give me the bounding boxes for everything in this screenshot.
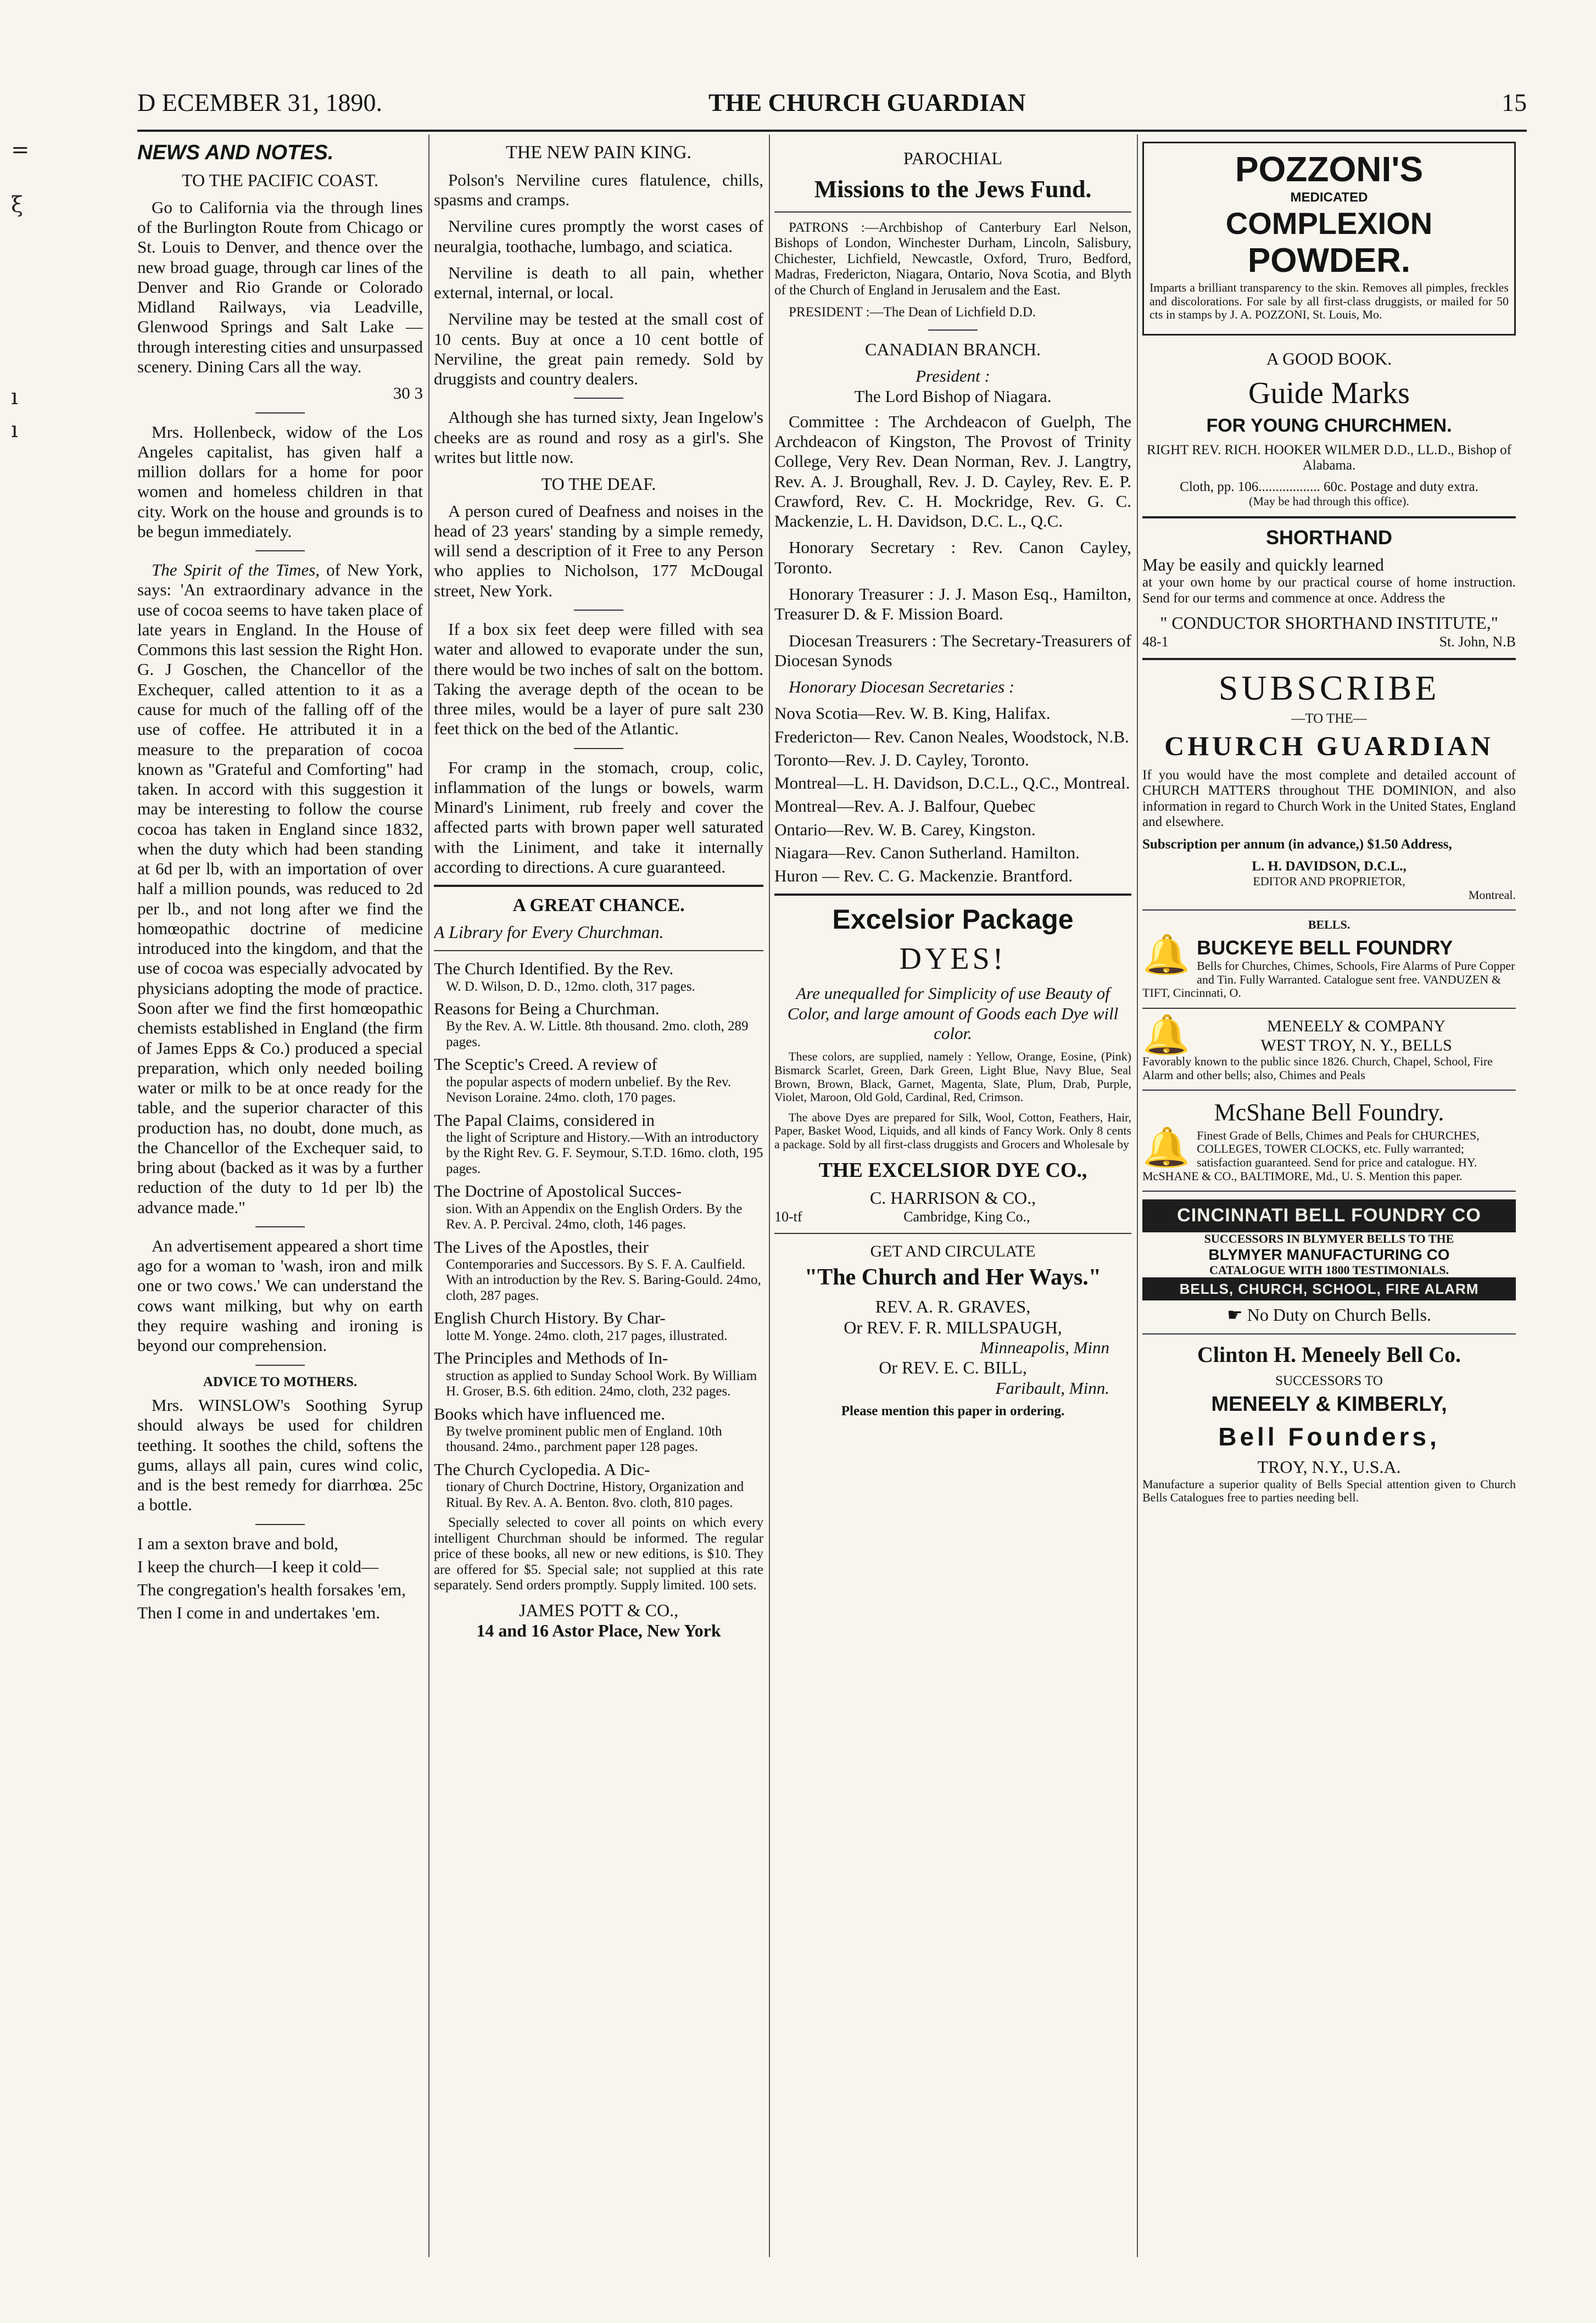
separator bbox=[928, 330, 978, 331]
mcshane-heading: McShane Bell Foundry. bbox=[1214, 1099, 1444, 1126]
west-troy: WEST TROY, N. Y., BELLS bbox=[1260, 1036, 1452, 1054]
book-entry: The Principles and Methods of In- struction as applied to Sunday School Work. By William H. Groser, B.S. 6th edition. 24mo, cloth, 232 pages. bbox=[434, 1348, 757, 1399]
sexton-poem bbox=[137, 1534, 423, 1623]
poem-line: I keep the church—I keep it cold— bbox=[137, 1556, 378, 1576]
dyes-prep: The above Dyes are prepared for Silk, Wool, Cotton, Feathers, Hair, Paper, Basket Wood, Liquids, and all kinds of Fancy Work. Only 8 cents a package. Sold by all first-class druggists and Grocers and Wholesale by bbox=[774, 1110, 1131, 1152]
library-subheading: A Library for Every Churchman. bbox=[434, 922, 664, 942]
dye-company: THE EXCELSIOR DYE CO., bbox=[818, 1158, 1087, 1182]
rule bbox=[1142, 1090, 1516, 1091]
dyes-colors: These colors, are supplied, namely : Yellow, Orange, Eosine, (Pink) Bismarck Scarlet, Green, Dark Green, Light Blue, Navy Blue, Seal Brown, Brown, Black, Garnet, Magenta, Slate, Plum, Drab, Purple, Violet, Maroon, Old Gold, Cardinal, Red, Crimson. bbox=[774, 1049, 1131, 1104]
patrons-text: PATRONS :—Archbishop of Canterbury Earl Nelson, Bishops of London, Winchester Durham, Lincoln, Salisbury, Chichester, Lichfield, Newcastle, Oxford, Truro, Bedford, Madras, Fredericton, Niagara, Ontario, Nova Scotia, and Blyth of the Church of England in Jerusalem and the East. bbox=[774, 220, 1131, 298]
column-missions bbox=[774, 137, 1131, 2257]
pozzoni-brand: POZZONI'S bbox=[1235, 149, 1424, 189]
successors-to: SUCCESSORS TO bbox=[1275, 1373, 1383, 1388]
margin-mark: ξ bbox=[11, 192, 24, 217]
pain-king-heading: THE NEW PAIN KING. bbox=[505, 142, 692, 163]
newspaper-title: THE CHURCH GUARDIAN bbox=[708, 88, 1026, 116]
shorthand-code: 48-1 bbox=[1142, 633, 1169, 650]
shorthand-lead: May be easily and quickly learned bbox=[1142, 554, 1384, 574]
pott-address: 14 and 16 Astor Place, New York bbox=[476, 1620, 721, 1640]
column-ads-library bbox=[434, 137, 763, 2257]
president-name: The Lord Bishop of Niagara. bbox=[854, 386, 1052, 406]
book-entry: Reasons for Being a Churchman. By the Rev. A. W. Little. 8th thousand. 2mo. cloth, 289 pages. bbox=[434, 999, 749, 1049]
pozzoni-medicated: MEDICATED bbox=[1290, 189, 1368, 205]
get-circulate: GET AND CIRCULATE bbox=[870, 1242, 1036, 1260]
excelsior-heading: Excelsior Package bbox=[832, 904, 1074, 935]
book-entry: The Church Cyclopedia. A Dic- tionary of Church Doctrine, History, Organization and Ritual. By Rev. A. A. Benton. 8vo. cloth, 810 pages. bbox=[434, 1459, 744, 1510]
deaf-heading: TO THE DEAF. bbox=[541, 474, 656, 494]
book-entry: The Church Identified. By the Rev. W. D. Wilson, D. D., 12mo. cloth, 317 pages. bbox=[434, 959, 695, 994]
committee-text: Committee : The Archdeacon of Guelph, The Archdeacon of Kingston, The Provost of Trinity College, Very Rev. Dean Norman, Rev. J. Langtry, Rev. A. J. Broughall, Rev. J. D. Cayley, Rev. E. P. Crawford, Rev. C. H. Mockridge, Rev. G. C. Mackenzie, L. H. Davidson, D.C. L., Q.C. bbox=[774, 411, 1131, 531]
may-be-had: (May be had through this office). bbox=[1249, 494, 1409, 509]
rule bbox=[1142, 1008, 1516, 1009]
book-entry: The Lives of the Apostles, their Contemporaries and Successors. By S. F. A. Caulfield. With an introduction by the Rev. S. Baring-Gould. 24mo, cloth, 287 pages. bbox=[434, 1237, 761, 1303]
advertisement-item: An advertisement appeared a short time ago for a woman to 'wash, iron and milk one or two cows.' We can understand the cows want milking, but why on earth they require washing and ironing is beyond our comprehension. bbox=[137, 1236, 423, 1355]
column-rule bbox=[1137, 135, 1138, 2257]
meneely-ad bbox=[1142, 1014, 1516, 1082]
bill: Or REV. E. C. BILL, bbox=[879, 1358, 1027, 1378]
rule bbox=[1142, 1333, 1516, 1334]
column-rule bbox=[769, 135, 770, 2257]
clinton-meneely: Clinton H. Meneely Bell Co. bbox=[1197, 1342, 1461, 1367]
pozzoni-powder: POWDER. bbox=[1247, 242, 1411, 280]
harrison-line bbox=[774, 1209, 1131, 1225]
pacific-ref: 30 3 bbox=[393, 383, 423, 403]
separator bbox=[574, 398, 623, 399]
buckeye-text: Bells for Churches, Chimes, Schools, Fire Alarms of Pure Copper and Tin. Fully Warranted. Catalogue sent free. VANDUZEN & TIFT, Cincinnati, O. bbox=[1142, 958, 1515, 1000]
library-offer: Specially selected to cover all points on which every intelligent Churchman should be informed. The regular price of these books, all new or new editions, is $10. They are offered for $5. Special sale; not supplied at this rate separately. Send orders promptly. Supply limited. 100 sets. bbox=[434, 1515, 763, 1593]
book-entry: The Doctrine of Apostolical Succes- sion. With an Appendix on the English Orders. By the Rev. A. P. Percival. 24mo, cloth, 146 pages. bbox=[434, 1181, 743, 1232]
wilmer-author: RIGHT REV. RICH. HOOKER WILMER D.D., LL.D., Bishop of Alabama. bbox=[1147, 442, 1511, 473]
meneely-name: MENEELY & COMPANY bbox=[1267, 1017, 1446, 1035]
rule bbox=[774, 894, 1131, 896]
mcshane-text: Finest Grade of Bells, Chimes and Peals for CHURCHES, COLLEGES, TOWER CLOCKS, etc. Fully warranted; satisfaction guaranteed. Send for price and catalogue. HY. McSHANE & CO., BALTIMORE, Md., U. S. Mention this paper. bbox=[1142, 1128, 1480, 1183]
diocese-entry: Montreal—Rev. A. J. Balfour, Quebec bbox=[774, 796, 1036, 816]
young-churchmen: FOR YOUNG CHURCHMEN. bbox=[1206, 415, 1452, 436]
president-label: President : bbox=[916, 366, 990, 386]
faribault: Faribault, Minn. bbox=[995, 1378, 1109, 1398]
diocese-entry: Huron — Rev. C. G. Mackenzie. Brantford. bbox=[774, 866, 1073, 886]
margin-mark: ı bbox=[11, 417, 18, 443]
parochial-heading: PAROCHIAL bbox=[903, 148, 1003, 168]
dyes-subheading: Are unequalled for Simplicity of use Beauty of Color, and large amount of Goods each Dye will color. bbox=[787, 984, 1119, 1043]
cincinnati-ad bbox=[1142, 1199, 1516, 1300]
spirit-of-times: The Spirit of the Times, bbox=[152, 560, 320, 580]
page-number: 15 bbox=[1502, 88, 1527, 116]
winslow-item: Mrs. WINSLOW's Soothing Syrup should always be used for children teething. It soothes the child, softens the gums, allays all pain, cures wind colic, and is the best remedy for diarrhœa. 25c a bottle. bbox=[137, 1395, 423, 1515]
church-guardian-ad: CHURCH GUARDIAN bbox=[1164, 730, 1494, 762]
harrison-city: Cambridge, King Co., bbox=[903, 1208, 1030, 1225]
pott-name: JAMES POTT & CO., bbox=[518, 1600, 679, 1620]
meneely-kimberly: MENEELY & KIMBERLY, bbox=[1211, 1393, 1447, 1416]
separator bbox=[255, 1226, 305, 1227]
rule bbox=[1142, 516, 1516, 518]
diocesan-treasurers: Diocesan Treasurers : The Secretary-Treasurers of Diocesan Synods bbox=[774, 630, 1131, 670]
separator bbox=[574, 610, 623, 611]
rule bbox=[1142, 658, 1516, 660]
bells-heading: BELLS. bbox=[1308, 918, 1351, 932]
poem-line: The congregation's health forsakes 'em, bbox=[137, 1580, 406, 1600]
separator bbox=[255, 1524, 305, 1525]
poem-line: Then I come in and undertakes 'em. bbox=[137, 1603, 381, 1623]
diocese-entry: Montreal—L. H. Davidson, D.C.L., Q.C., Montreal. bbox=[774, 773, 1130, 793]
troy-text: Manufacture a superior quality of Bells Special attention given to Church Bells Catalogues free to parties needing bell. bbox=[1142, 1477, 1516, 1505]
missions-heading: Missions to the Jews Fund. bbox=[814, 176, 1092, 203]
bell-icon: 🔔 bbox=[1142, 934, 1191, 976]
nerviline-text: Nerviline is death to all pain, whether external, internal, or local. bbox=[434, 263, 763, 303]
cocoa-text: of New York, says: 'An extraordinary advance in the use of cocoa seems to have taken place of late years in England. In the House of Commons this last session the Right Hon. G. J Goschen, the Chancellor of the Exchequer, called attention to it as a cause for much of the falling off of the use of coffee. He attributed it in a measure to the preparation of cocoa known as "Grateful and Comforting" had taken. In accord with this suggestion it may be interesting to follow the course cocoa has taken in England since 1832, when the duty which had been standing at 6d per lb, with an importation of over half a million pounds, was reduced to 2d per lb., and not long after we find the homœopathic doctrine of medicine introduced into the kingdom, and that the use of cocoa was especially advocated by physicians adopting the mode of practice. Soon after we find the first homœopathic chemists established in England (the firm of James Epps & Co.) produced a special preparation, which only needed boiling water or milk to be at once ready for the table, and the superior character of this production has, no doubt, done much, as the Chancellor of the Exchequer said, to bring about (backed as it was by a further reduction of the duty to 1d per lb) the advance made." bbox=[137, 560, 423, 1217]
cloth-price: Cloth, pp. 106.................. 60c. Postage and duty extra. bbox=[1180, 479, 1478, 494]
bell-icon: 🔔 bbox=[1142, 1126, 1191, 1169]
blymyer-successors: SUCCESSORS IN BLYMYER BELLS TO THE bbox=[1204, 1232, 1454, 1246]
hon-treasurer: Honorary Treasurer : J. J. Mason Esq., Hamilton, Treasurer D. & F. Mission Board. bbox=[774, 584, 1131, 624]
nerviline-text: Nerviline may be tested at the small cost of 10 cents. Buy at once a 10 cent bottle of Nerviline, the great pain remedy. Sold by druggists and country dealers. bbox=[434, 309, 763, 389]
issue-date: D ECEMBER 31, 1890. bbox=[137, 88, 382, 116]
troy-location: TROY, N.Y., U.S.A. bbox=[1257, 1457, 1401, 1477]
separator bbox=[574, 748, 623, 749]
book-list bbox=[434, 959, 763, 1511]
meneely-text: Favorably known to the public since 1826. Church, Chapel, School, Fire Alarm and other bells; also, Chimes and Peals bbox=[1142, 1054, 1493, 1082]
shorthand-line bbox=[1142, 634, 1516, 650]
shorthand-heading: SHORTHAND bbox=[1266, 526, 1392, 549]
book-entry: English Church History. By Char- lotte M. Yonge. 24mo. cloth, 217 pages, illustrated. bbox=[434, 1308, 728, 1343]
canadian-branch-heading: CANADIAN BRANCH. bbox=[864, 339, 1041, 359]
to-the: —TO THE— bbox=[1291, 711, 1367, 726]
diocese-entry: Nova Scotia—Rev. W. B. King, Halifax. bbox=[774, 703, 1051, 723]
hollenbeck-item: Mrs. Hollenbeck, widow of the Los Angeles capitalist, has given half a million dollars for a home for poor women and homeless children in that city. Work on the house and grounds is to be begun immediately. bbox=[137, 422, 423, 541]
montreal-city: Montreal. bbox=[1468, 887, 1516, 902]
mcshane-ad bbox=[1142, 1126, 1516, 1183]
graves: REV. A. R. GRAVES, bbox=[875, 1297, 1031, 1317]
rule bbox=[1142, 1191, 1516, 1192]
pacific-coast-heading: TO THE PACIFIC COAST. bbox=[182, 170, 378, 191]
hon-secretary: Honorary Secretary : Rev. Canon Cayley, Toronto. bbox=[774, 538, 1131, 577]
church-ways-title: "The Church and Her Ways." bbox=[804, 1265, 1102, 1291]
buckeye-heading: BUCKEYE BELL FOUNDRY bbox=[1197, 936, 1453, 959]
guide-marks-title: Guide Marks bbox=[1248, 376, 1410, 411]
shorthand-text: at your own home by our practical course of home instruction. Send for our terms and commence at once. Address the bbox=[1142, 575, 1516, 606]
advice-heading: ADVICE TO MOTHERS. bbox=[203, 1374, 358, 1389]
president-text: PRESIDENT :—The Dean of Lichfield D.D. bbox=[789, 305, 1036, 320]
bell-icon: 🔔 bbox=[1142, 1014, 1191, 1057]
great-chance-heading: A GREAT CHANCE. bbox=[512, 895, 685, 916]
millspaugh: Or REV. F. R. MILLSPAUGH, bbox=[844, 1317, 1062, 1337]
news-notes-heading: NEWS AND NOTES. bbox=[137, 141, 334, 164]
bell-founders: Bell Founders, bbox=[1218, 1422, 1440, 1451]
rule bbox=[434, 885, 763, 887]
fire-alarm-banner: BELLS, CHURCH, SCHOOL, FIRE ALARM bbox=[1142, 1277, 1516, 1300]
rule bbox=[774, 211, 1131, 213]
pozzoni-ad bbox=[1142, 142, 1516, 336]
minards-item: For cramp in the stomach, croup, colic, inflammation of the lungs or bowels, warm Minard's Liniment, rub freely and cover the affected parts with brown paper well saturated with the Liniment, and take it internally according to directions. A cure guaranteed. bbox=[434, 757, 763, 876]
book-entry: Books which have influenced me. By twelve prominent public men of England. 10th thousand. 24mo., parchment paper 128 pages. bbox=[434, 1404, 722, 1455]
separator bbox=[255, 412, 305, 414]
rule bbox=[774, 1233, 1131, 1234]
column-news bbox=[137, 137, 423, 2257]
margin-mark: ı bbox=[11, 384, 18, 410]
dyes-heading: DYES! bbox=[899, 941, 1007, 976]
diocesan-secretaries-list bbox=[774, 703, 1131, 886]
harrison-code: 10-tf bbox=[774, 1208, 802, 1225]
diocese-entry: Niagara—Rev. Canon Sutherland. Hamilton. bbox=[774, 842, 1080, 862]
diocesan-secretaries-heading: Honorary Diocesan Secretaries : bbox=[789, 677, 1015, 697]
margin-mark: = bbox=[11, 137, 30, 163]
blymyer-catalogue: CATALOGUE WITH 1800 TESTIMONIALS. bbox=[1209, 1263, 1449, 1277]
shorthand-city: St. John, N.B bbox=[1439, 633, 1516, 650]
book-entry: The Sceptic's Creed. A review of the popular aspects of modern unbelief. By the Rev. Nevison Loraine. 24mo. cloth, 170 pages. bbox=[434, 1054, 732, 1105]
harrison-name: C. HARRISON & CO., bbox=[869, 1188, 1036, 1208]
masthead-rule bbox=[137, 130, 1527, 132]
conductor-institute: " CONDUCTOR SHORTHAND INSTITUTE," bbox=[1160, 613, 1498, 633]
pointing-hand-icon: ☛ bbox=[1227, 1305, 1243, 1325]
minneapolis: Minneapolis, Minn bbox=[980, 1338, 1109, 1358]
subscription-price: Subscription per annum (in advance,) $1.50 Address, bbox=[1142, 836, 1452, 852]
cocoa-item bbox=[137, 560, 423, 1218]
no-duty: ☛ No Duty on Church Bells. bbox=[1227, 1305, 1431, 1325]
please-mention: Please mention this paper in ordering. bbox=[841, 1404, 1065, 1419]
subscribe-text: If you would have the most complete and detailed account of CHURCH MATTERS throughout THE DOMINION, and also information in regard to Church Work in the United States, England and elsewhere. bbox=[1142, 767, 1516, 830]
editor-title: EDITOR AND PROPRIETOR, bbox=[1253, 874, 1405, 888]
nerviline-text: Polson's Nerviline cures flatulence, chills, spasms and cramps. bbox=[434, 170, 763, 210]
diocese-entry: Toronto—Rev. J. D. Cayley, Toronto. bbox=[774, 750, 1029, 769]
rule bbox=[434, 950, 763, 951]
blymyer-name: BLYMYER MANUFACTURING CO bbox=[1208, 1246, 1450, 1263]
pozzoni-complexion: COMPLEXION bbox=[1225, 205, 1433, 241]
pozzoni-text: Imparts a brilliant transparency to the skin. Removes all pimples, freckles and discolorations. For sale by all first-class druggists, or mailed for 50 cts in stamps by J. A. POZZONI, St. Louis, Mo. bbox=[1149, 281, 1509, 322]
cincinnati-banner: CINCINNATI BELL FOUNDRY CO bbox=[1142, 1199, 1516, 1232]
column-advertisements bbox=[1142, 137, 1516, 2257]
separator bbox=[255, 1365, 305, 1366]
ingelow-item: Although she has turned sixty, Jean Ingelow's cheeks are as round and rosy as a girl's. She writes but little now. bbox=[434, 407, 763, 467]
subscribe-heading: SUBSCRIBE bbox=[1218, 668, 1440, 708]
masthead bbox=[137, 88, 1527, 126]
diocese-entry: Fredericton— Rev. Canon Neales, Woodstock, N.B. bbox=[774, 727, 1129, 746]
buckeye-ad bbox=[1142, 936, 1516, 1000]
poem-line: I am a sexton brave and bold, bbox=[137, 1533, 338, 1553]
salt-item: If a box six feet deep were filled with sea water and allowed to evaporate under the sun, there would be two inches of salt on the bottom. Taking the average depth of the ocean to be three miles, would be a layer of pure salt 230 feet thick on the bed of the Atlantic. bbox=[434, 619, 763, 739]
book-entry: The Papal Claims, considered in the light of Scripture and History.—With an introductory by the Right Rev. G. F. Seymour, S.T.D. 16mo. cloth, 195 pages. bbox=[434, 1110, 763, 1176]
column-rule bbox=[428, 135, 429, 2257]
davidson-name: L. H. DAVIDSON, D.C.L., bbox=[1252, 859, 1407, 874]
deaf-text: A person cured of Deafness and noises in the head of 23 years' standing by a simple remedy, will send a description of it Free to any Person who applies to Nicholson, 177 McDougal street, New York. bbox=[434, 501, 763, 600]
diocese-entry: Ontario—Rev. W. B. Carey, Kingston. bbox=[774, 819, 1036, 839]
good-book-heading: A GOOD BOOK. bbox=[1266, 348, 1392, 368]
separator bbox=[255, 550, 305, 551]
nerviline-text: Nerviline cures promptly the worst cases of neuralgia, toothache, lumbago, and sciatica. bbox=[434, 216, 763, 256]
pacific-coast-text: Go to California via the through lines of the Burlington Route from Chicago or St. Louis to Denver, and thence over the new broad guage, through car lines of the Denver and Rio Grande or Colorado Midland Railways, via Leadville, Glenwood Springs and Salt Lake —through interesting cities and unsurpassed scenery. Dining Cars all the way. bbox=[137, 197, 423, 377]
rule bbox=[1142, 909, 1516, 911]
